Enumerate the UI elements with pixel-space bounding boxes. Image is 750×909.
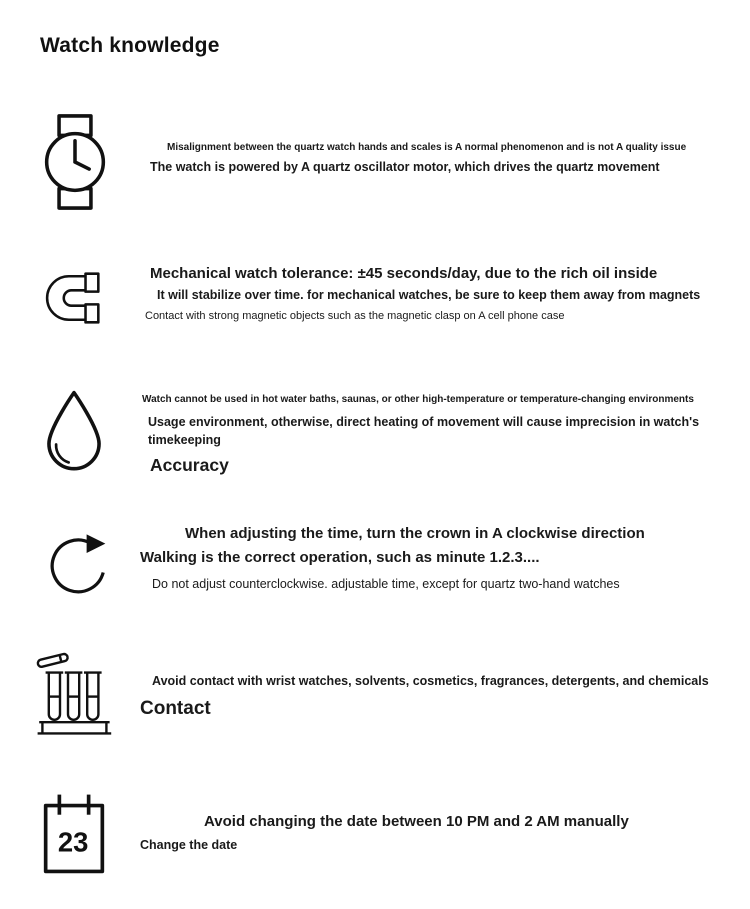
section-text [140, 264, 734, 324]
text-line: Watch cannot be used in hot water baths, saunas, or other high-temperature or temperature-changing environments [142, 394, 694, 405]
section-heading: Contact [140, 698, 211, 719]
page-title: Watch knowledge [40, 34, 220, 57]
text-line: Contact with strong magnetic objects such as the magnetic clasp on A cell phone case [145, 310, 565, 322]
section-heading: Accuracy [150, 455, 229, 475]
section-text [140, 812, 734, 854]
text-line: Change the date [140, 838, 238, 852]
text-line: Do not adjust counterclockwise. adjustable time, except for quartz two-hand watches [152, 577, 620, 591]
rotate-clockwise-icon [42, 528, 114, 604]
section-text [140, 392, 734, 477]
text-line: It will stabilize over time. for mechanical watches, be sure to keep them away from magnets [157, 288, 701, 302]
text-line: Avoid changing the date between 10 PM and 2 AM manually [204, 813, 629, 830]
calendar-day: 23 [57, 826, 89, 858]
test-tubes-icon [36, 644, 116, 746]
text-line: Mechanical watch tolerance: ±45 seconds/day, due to the rich oil inside [150, 265, 658, 282]
text-line: Avoid contact with wrist watches, solvents, cosmetics, fragrances, detergents, and chemicals [152, 674, 709, 688]
text-line: Walking is the correct operation, such as minute 1.2.3.... [140, 549, 540, 566]
magnet-icon [42, 266, 106, 330]
water-drop-icon [40, 386, 108, 478]
section-text [140, 524, 734, 593]
section-text [140, 140, 734, 176]
wristwatch-icon [44, 112, 106, 212]
text-line: Misalignment between the quartz watch hands and scales is A normal phenomenon and is not A quality issue [167, 142, 687, 153]
text-line: Usage environment, otherwise, direct heating of movement will cause imprecision in watch's timekeeping [148, 415, 700, 447]
text-line: The watch is powered by A quartz oscillator motor, which drives the quartz movement [150, 160, 660, 174]
text-line: When adjusting the time, turn the crown in A clockwise direction [185, 525, 645, 542]
calendar-icon [42, 790, 106, 876]
section-text [140, 672, 734, 722]
